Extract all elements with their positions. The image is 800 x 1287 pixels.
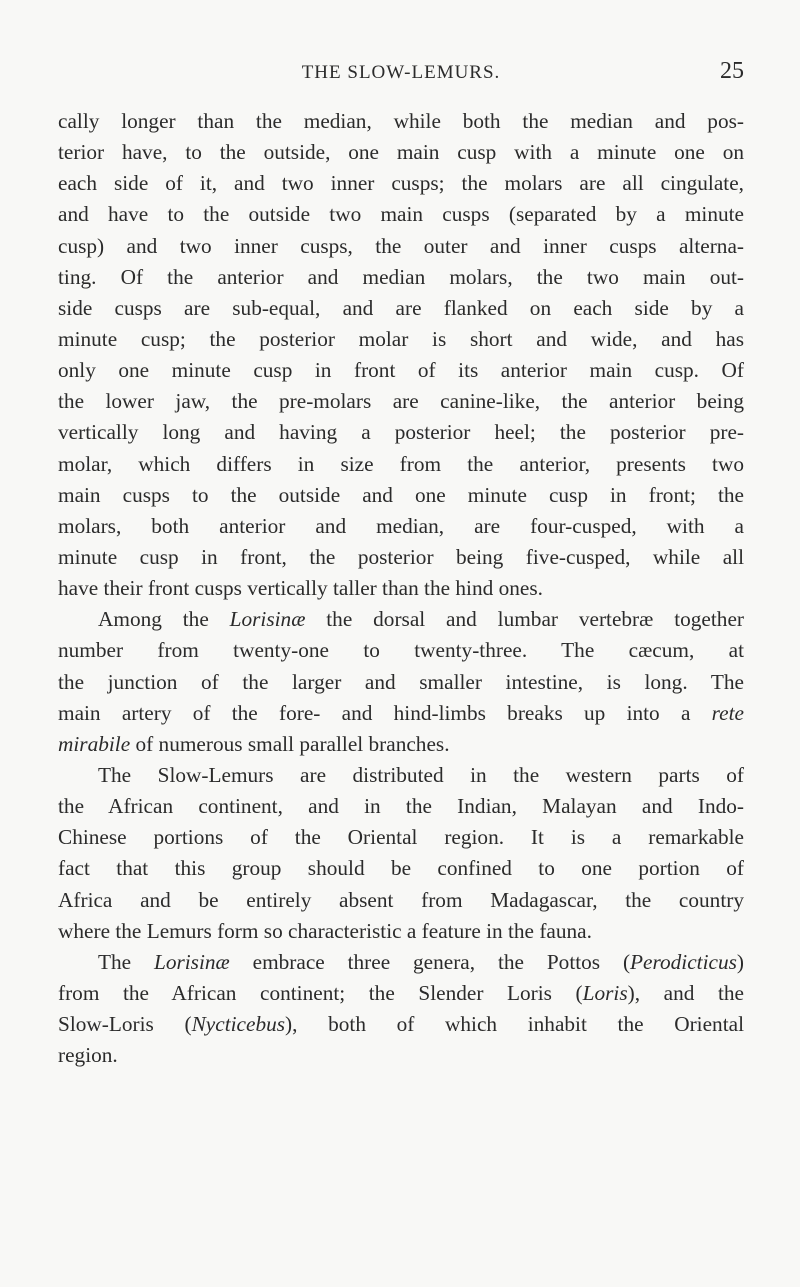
text-line: each side of it, and two inner cusps; the molars are all cingulate, [58,171,744,196]
taxon-name: Perodicticus [630,949,737,974]
text-line: minute cusp in front, the posterior being five-cusped, while all [58,544,744,569]
text-line: cusp) and two inner cusps, the outer and inner cusps alterna- [58,233,744,258]
text-line [58,729,744,760]
text-run: Among the [98,607,230,632]
page-number: 25 [720,58,744,84]
text-line: where the Lemurs form so characteristic a feature in the fauna. [58,918,592,943]
text-run: embrace three genera, the Pottos ( [229,949,631,974]
text-line [58,604,744,635]
text-line: Chinese portions of the Oriental region. It is a remarkable [58,825,744,850]
text-line: the lower jaw, the pre-molars are canine-like, the anterior being [58,389,744,414]
text-line: the African continent, and in the Indian, Malayan and Indo- [58,794,744,819]
text-line [58,978,744,1009]
text-line: main cusps to the outside and one minute cusp in front; the [58,482,744,507]
text-run: Slow-Loris ( [58,1012,192,1037]
text-run: ), both of which inhabit the Oriental [285,1012,744,1037]
latin-term: mirabile [58,731,131,756]
text-line: molar, which differs in size from the anterior, presents two [58,451,744,476]
taxon-name: Loris [582,980,628,1005]
text-run: The [98,949,154,974]
text-line: molars, both anterior and median, are four-cusped, with a [58,513,744,538]
body-text [58,106,744,1071]
text-run: ), and the [627,980,744,1005]
taxon-name: Nycticebus [191,1012,286,1037]
text-line: The Slow-Lemurs are distributed in the western parts of [98,762,744,787]
text-run: of numerous small parallel branches. [130,731,450,756]
page-header [58,58,744,92]
text-line: and have to the outside two main cusps (separated by a minute [58,202,744,227]
text-line: side cusps are sub-equal, and are flanked on each side by a [58,295,744,320]
text-line: region. [58,1043,118,1068]
text-line: ting. Of the anterior and median molars, the two main out- [58,264,744,289]
text-line: Africa and be entirely absent from Madagascar, the country [58,887,744,912]
text-line: cally longer than the median, while both the median and pos- [58,109,744,133]
text-run: main artery of the fore- and hind-limbs breaks up into a [58,700,712,725]
text-line: fact that this group should be confined to one portion of [58,856,744,881]
text-line [58,698,744,729]
text-run: ) [736,949,744,974]
text-line: only one minute cusp in front of its anterior main cusp. Of [58,358,744,383]
text-line: the junction of the larger and smaller intestine, is long. The [58,669,744,694]
text-line [58,1009,744,1040]
text-line: terior have, to the outside, one main cusp with a minute one on [58,140,744,165]
text-line [58,947,744,978]
text-line: minute cusp; the posterior molar is short and wide, and has [58,326,744,351]
taxon-name: Lorisinæ [229,607,306,632]
text-run: the dorsal and lumbar vertebræ together [305,607,744,632]
taxon-name: Lorisinæ [153,949,230,974]
text-line: have their front cusps vertically taller than the hind ones. [58,576,543,601]
text-run: from the African continent; the Slender Loris ( [58,980,583,1005]
text-line: vertically long and having a posterior heel; the posterior pre- [58,420,744,445]
latin-term: rete [711,700,744,725]
running-title: THE SLOW-LEMURS. [301,62,501,83]
text-line: number from twenty-one to twenty-three. The cæcum, at [58,638,744,663]
